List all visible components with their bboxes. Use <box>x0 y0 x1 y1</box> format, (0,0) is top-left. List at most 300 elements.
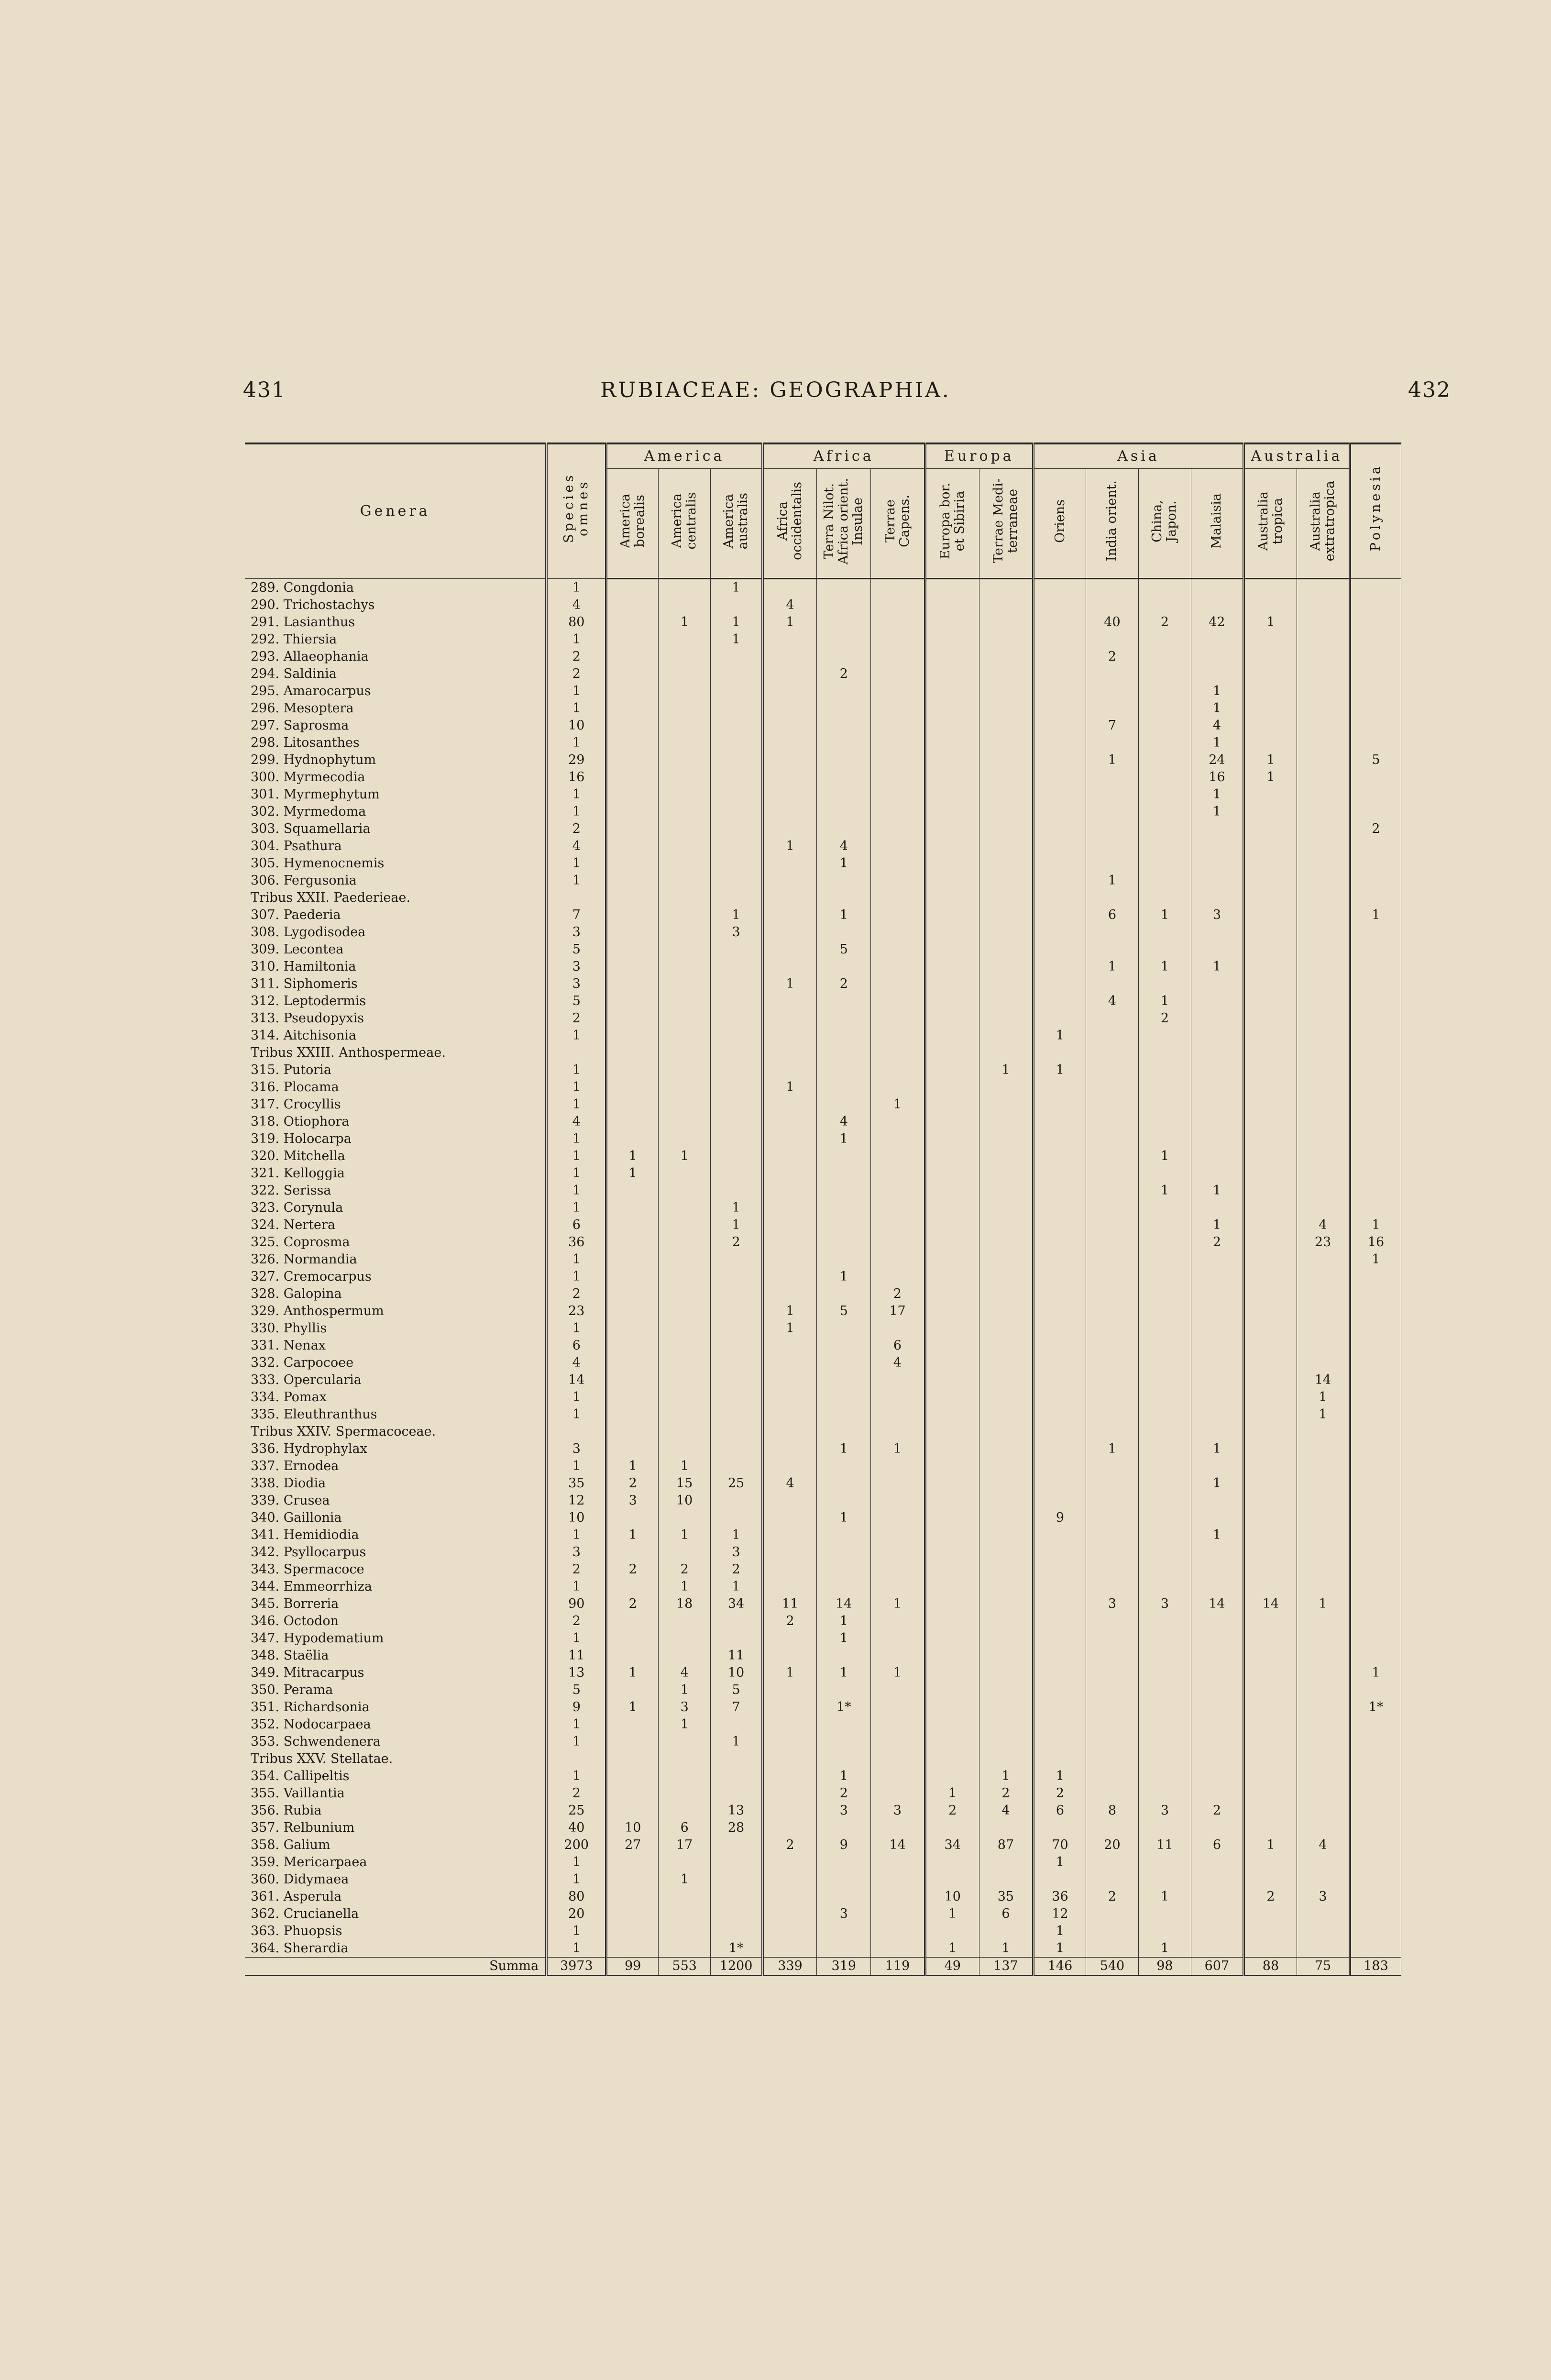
empty-cell <box>1350 1423 1401 1440</box>
species-count <box>763 1527 817 1544</box>
species-count <box>606 1630 659 1647</box>
species-count <box>1086 1699 1138 1716</box>
species-count <box>979 838 1033 855</box>
species-count <box>606 1303 659 1320</box>
species-count <box>1086 769 1138 786</box>
genus-name: 346. Octodon <box>251 1614 339 1628</box>
species-count <box>659 683 711 700</box>
species-count <box>659 1079 711 1096</box>
empty-cell <box>1243 889 1297 907</box>
species-count <box>763 1199 817 1217</box>
species-count: 34 <box>925 1837 979 1854</box>
species-count <box>1350 1647 1401 1664</box>
species-count <box>1350 855 1401 872</box>
species-count <box>711 717 763 734</box>
species-count <box>1191 1148 1243 1165</box>
species-count <box>1191 1940 1243 1958</box>
species-count: 24 <box>1191 752 1243 769</box>
species-count: 2 <box>1034 1785 1086 1802</box>
species-count <box>711 1027 763 1044</box>
species-count <box>1243 1768 1297 1785</box>
species-count <box>711 1613 763 1630</box>
species-count <box>606 941 659 958</box>
species-count <box>1243 855 1297 872</box>
species-count: 1 <box>1191 1182 1243 1199</box>
species-count: 1 <box>817 1440 871 1458</box>
genus-name: 345. Borreria <box>251 1596 339 1611</box>
genus-name: 358. Galium <box>251 1838 330 1852</box>
species-count <box>1191 1320 1243 1337</box>
species-count <box>1350 717 1401 734</box>
species-count: 1 <box>711 614 763 631</box>
species-count <box>763 734 817 752</box>
table-row <box>245 1733 1401 1750</box>
species-total: 1 <box>547 1079 606 1096</box>
species-count <box>1243 1630 1297 1647</box>
species-count <box>1191 1372 1243 1389</box>
species-count: 1 <box>817 1268 871 1285</box>
species-count <box>763 1802 817 1819</box>
species-count <box>711 769 763 786</box>
species-count <box>1034 1148 1086 1165</box>
table-row <box>245 1595 1401 1613</box>
genus-name: 323. Corynula <box>251 1200 343 1215</box>
species-count <box>606 1217 659 1234</box>
species-count <box>763 752 817 769</box>
species-total: 1 <box>547 1716 606 1733</box>
species-count <box>763 1182 817 1199</box>
species-count <box>606 752 659 769</box>
species-count <box>763 1905 817 1923</box>
species-count <box>1243 1785 1297 1802</box>
species-count: 1 <box>1034 1854 1086 1871</box>
region-australia-header: Australia <box>1243 443 1350 469</box>
species-count: 1 <box>1191 1527 1243 1544</box>
species-count <box>925 1354 979 1372</box>
table-row <box>245 1303 1401 1320</box>
empty-cell <box>659 1423 711 1440</box>
empty-cell <box>659 889 711 907</box>
species-count <box>1138 769 1191 786</box>
species-count <box>606 872 659 889</box>
species-count <box>1086 1354 1138 1372</box>
species-count <box>763 1492 817 1509</box>
species-count <box>1243 1802 1297 1819</box>
species-count: 1 <box>763 1079 817 1096</box>
genus-name: 330. Phyllis <box>251 1321 327 1336</box>
species-count <box>763 1630 817 1647</box>
empty-cell <box>763 1750 817 1768</box>
species-count <box>979 1578 1033 1595</box>
species-count <box>1297 1320 1350 1337</box>
species-count: 8 <box>1086 1802 1138 1819</box>
genus-name: 332. Carpocoee <box>251 1355 354 1370</box>
species-count <box>1034 872 1086 889</box>
species-count <box>1243 1527 1297 1544</box>
species-count <box>1297 1630 1350 1647</box>
species-count <box>871 1165 925 1182</box>
species-count <box>606 1079 659 1096</box>
summa-value: 319 <box>817 1958 871 1976</box>
table-row <box>245 1268 1401 1285</box>
table-row <box>245 1079 1401 1096</box>
empty-cell <box>817 1750 871 1768</box>
species-total: 1 <box>547 786 606 803</box>
table-row <box>245 1544 1401 1561</box>
genus-name: 339. Crusea <box>251 1493 330 1508</box>
species-count <box>1297 1682 1350 1699</box>
table-row <box>245 717 1401 734</box>
species-count <box>1086 1716 1138 1733</box>
species-count <box>659 1234 711 1251</box>
species-count <box>871 683 925 700</box>
polynesia-header: Polynesia <box>1350 443 1401 579</box>
summa-value: 88 <box>1243 1958 1297 1976</box>
empty-cell <box>547 889 606 907</box>
species-count <box>1297 1148 1350 1165</box>
species-count <box>871 597 925 614</box>
species-count <box>1086 1578 1138 1595</box>
species-count <box>763 820 817 838</box>
species-count <box>925 614 979 631</box>
species-count <box>1243 1871 1297 1888</box>
species-count <box>1191 1630 1243 1647</box>
species-count <box>1034 1699 1086 1716</box>
region-europa-header: Europa <box>925 443 1033 469</box>
species-count <box>763 717 817 734</box>
empty-cell <box>1086 889 1138 907</box>
species-count <box>925 1664 979 1682</box>
species-count <box>817 614 871 631</box>
species-count <box>1138 1354 1191 1372</box>
species-count <box>871 1544 925 1561</box>
species-count <box>711 1268 763 1285</box>
tribus-row <box>245 1750 1401 1768</box>
species-count <box>1191 648 1243 665</box>
species-count <box>925 820 979 838</box>
summa-total: 3973 <box>547 1958 606 1976</box>
species-count <box>979 1509 1033 1527</box>
species-count <box>659 1888 711 1905</box>
species-count <box>1243 1285 1297 1303</box>
species-total: 4 <box>547 597 606 614</box>
species-count <box>1350 1389 1401 1406</box>
species-count <box>711 1320 763 1337</box>
species-count <box>606 1871 659 1888</box>
species-count <box>817 1819 871 1837</box>
species-total: 4 <box>547 838 606 855</box>
species-count <box>1138 1923 1191 1940</box>
species-count <box>1086 1010 1138 1027</box>
species-count <box>1034 1182 1086 1199</box>
species-count <box>1034 769 1086 786</box>
species-count <box>606 597 659 614</box>
species-count <box>1034 1475 1086 1492</box>
species-count <box>1350 631 1401 648</box>
species-count <box>1086 1544 1138 1561</box>
species-total: 80 <box>547 614 606 631</box>
species-count <box>1350 1130 1401 1148</box>
table-row <box>245 1234 1401 1251</box>
species-count <box>659 579 711 597</box>
species-count <box>1297 1768 1350 1785</box>
species-count: 1 <box>1191 700 1243 717</box>
species-count <box>1243 1544 1297 1561</box>
empty-cell <box>547 1423 606 1440</box>
table-row <box>245 1492 1401 1509</box>
species-count <box>1034 941 1086 958</box>
species-count <box>711 648 763 665</box>
genus-name: 299. Hydnophytum <box>251 753 376 767</box>
species-count <box>659 717 711 734</box>
species-count <box>925 1010 979 1027</box>
species-count <box>1297 958 1350 975</box>
species-count <box>871 1733 925 1750</box>
table-row <box>245 1010 1401 1027</box>
species-count <box>817 1372 871 1389</box>
tribus-label: Tribus XXIII. Anthospermeae. <box>251 1045 446 1060</box>
species-count <box>1138 1440 1191 1458</box>
species-count <box>1138 700 1191 717</box>
region-asia-header: Asia <box>1034 443 1244 469</box>
empty-cell <box>711 1750 763 1768</box>
species-count: 2 <box>1086 648 1138 665</box>
species-count <box>1191 1923 1243 1940</box>
table-row <box>245 1561 1401 1578</box>
summa-label: Summa <box>245 1958 547 1976</box>
species-count <box>659 1768 711 1785</box>
species-count <box>1350 1320 1401 1337</box>
species-count <box>711 975 763 993</box>
species-count <box>1034 1251 1086 1268</box>
species-count: 3 <box>1191 907 1243 924</box>
species-count <box>606 1768 659 1785</box>
species-count <box>979 1544 1033 1561</box>
species-count: 1 <box>1297 1389 1350 1406</box>
species-count <box>1350 683 1401 700</box>
species-total: 1 <box>547 1165 606 1182</box>
table-row <box>245 872 1401 889</box>
column-header: Australia tropica <box>1243 469 1297 579</box>
empty-cell <box>979 1044 1033 1062</box>
species-count: 1 <box>1034 1062 1086 1079</box>
species-count: 4 <box>979 1802 1033 1819</box>
species-count: 5 <box>817 1303 871 1320</box>
species-count <box>925 579 979 597</box>
species-count <box>1034 1664 1086 1682</box>
species-count <box>1191 1905 1243 1923</box>
species-count <box>1191 1871 1243 1888</box>
species-count <box>1243 1268 1297 1285</box>
genus-name: 356. Rubia <box>251 1803 322 1818</box>
species-count <box>1086 1148 1138 1165</box>
species-count: 1 <box>711 631 763 648</box>
species-count <box>1191 631 1243 648</box>
species-count <box>925 958 979 975</box>
species-count <box>763 1165 817 1182</box>
table-row <box>245 1062 1401 1079</box>
species-count <box>925 1682 979 1699</box>
species-count: 11 <box>711 1647 763 1664</box>
species-count <box>711 872 763 889</box>
species-count <box>659 769 711 786</box>
species-count: 35 <box>979 1888 1033 1905</box>
species-count <box>606 838 659 855</box>
species-count <box>925 1509 979 1527</box>
table-row <box>245 907 1401 924</box>
species-count <box>1034 1630 1086 1647</box>
species-count <box>979 1630 1033 1647</box>
species-count <box>763 786 817 803</box>
species-count: 1 <box>659 1871 711 1888</box>
species-count <box>925 1475 979 1492</box>
species-count <box>606 1509 659 1527</box>
table-row <box>245 597 1401 614</box>
species-count <box>1138 1079 1191 1096</box>
species-total: 1 <box>547 1768 606 1785</box>
species-count: 1 <box>1350 1251 1401 1268</box>
species-count <box>1243 1199 1297 1217</box>
species-count <box>659 665 711 683</box>
species-total: 16 <box>547 769 606 786</box>
genus-name: 357. Relbunium <box>251 1820 355 1835</box>
species-count: 4 <box>763 597 817 614</box>
species-count <box>1297 1096 1350 1113</box>
genus-name: 329. Anthospermum <box>251 1304 384 1318</box>
column-header: Europa bor. et Sibiria <box>925 469 979 579</box>
species-count <box>659 1096 711 1113</box>
table-row <box>245 1148 1401 1165</box>
species-count <box>1243 924 1297 941</box>
species-count: 14 <box>1243 1595 1297 1613</box>
species-count <box>1243 820 1297 838</box>
empty-cell <box>1243 1750 1297 1768</box>
species-total: 40 <box>547 1819 606 1837</box>
table-row <box>245 1647 1401 1664</box>
species-count <box>659 1785 711 1802</box>
species-count <box>606 907 659 924</box>
species-count: 42 <box>1191 614 1243 631</box>
species-count: 1 <box>1086 872 1138 889</box>
empty-cell <box>1191 1750 1243 1768</box>
species-count <box>871 1768 925 1785</box>
species-count <box>711 820 763 838</box>
species-count <box>817 1561 871 1578</box>
species-count <box>1138 1337 1191 1354</box>
species-count <box>606 1182 659 1199</box>
species-count <box>1138 1647 1191 1664</box>
species-count <box>979 1595 1033 1613</box>
species-count: 1 <box>1350 907 1401 924</box>
species-count: 6 <box>1034 1802 1086 1819</box>
species-total: 80 <box>547 1888 606 1905</box>
genus-name: 331. Nenax <box>251 1338 326 1353</box>
species-count <box>1138 1458 1191 1475</box>
species-count <box>606 648 659 665</box>
species-total: 1 <box>547 1527 606 1544</box>
species-count <box>979 1148 1033 1165</box>
species-count <box>1086 838 1138 855</box>
table-row <box>245 1613 1401 1630</box>
species-total: 29 <box>547 752 606 769</box>
species-count <box>1243 700 1297 717</box>
species-count <box>606 683 659 700</box>
species-count <box>979 700 1033 717</box>
species-count <box>763 1854 817 1871</box>
species-count: 6 <box>1086 907 1138 924</box>
species-count <box>817 1354 871 1372</box>
species-count <box>1138 1768 1191 1785</box>
genus-name: 362. Crucianella <box>251 1906 359 1921</box>
species-count: 1 <box>1034 1940 1086 1958</box>
species-count <box>1350 1716 1401 1733</box>
species-count <box>871 1630 925 1647</box>
species-count <box>871 631 925 648</box>
species-count <box>1350 1905 1401 1923</box>
genus-name: 311. Siphomeris <box>251 976 358 991</box>
species-count <box>606 820 659 838</box>
species-count <box>871 993 925 1010</box>
species-count <box>1138 648 1191 665</box>
species-count <box>1350 1578 1401 1595</box>
species-count <box>1297 803 1350 820</box>
species-count <box>1243 1492 1297 1509</box>
species-count <box>871 1699 925 1716</box>
species-count <box>1138 1303 1191 1320</box>
species-count <box>763 1354 817 1372</box>
species-count: 1 <box>1138 907 1191 924</box>
species-count: 17 <box>871 1303 925 1320</box>
genus-name: 338. Diodia <box>251 1476 326 1491</box>
species-count <box>817 631 871 648</box>
species-count <box>659 872 711 889</box>
species-count <box>1034 1647 1086 1664</box>
species-count <box>871 1716 925 1733</box>
species-count <box>1034 1492 1086 1509</box>
species-count <box>711 1716 763 1733</box>
species-count <box>1243 1854 1297 1871</box>
species-count <box>979 1440 1033 1458</box>
species-count <box>606 1285 659 1303</box>
species-count <box>1086 1217 1138 1234</box>
species-count <box>1350 786 1401 803</box>
species-count: 1 <box>606 1458 659 1475</box>
species-count <box>871 1647 925 1664</box>
species-count: 1 <box>659 1578 711 1595</box>
species-count <box>711 1871 763 1888</box>
species-count <box>1191 838 1243 855</box>
species-count <box>1191 1096 1243 1113</box>
species-count <box>1138 1509 1191 1527</box>
species-count <box>925 700 979 717</box>
species-total: 1 <box>547 1062 606 1079</box>
empty-cell <box>1243 1423 1297 1440</box>
genus-name: 304. Psathura <box>251 839 342 853</box>
species-total: 200 <box>547 1837 606 1854</box>
column-header: Terra Nilot. Africa orient. Insulae <box>817 469 871 579</box>
species-count <box>763 1785 817 1802</box>
species-count <box>606 1613 659 1630</box>
species-count <box>925 1165 979 1182</box>
species-count <box>817 1940 871 1958</box>
table-row <box>245 648 1401 665</box>
species-count <box>1138 1905 1191 1923</box>
species-count <box>925 1819 979 1837</box>
genus-name: 343. Spermacoce <box>251 1562 364 1577</box>
summa-value: 98 <box>1138 1958 1191 1976</box>
species-count <box>817 1337 871 1354</box>
species-count <box>1297 1303 1350 1320</box>
